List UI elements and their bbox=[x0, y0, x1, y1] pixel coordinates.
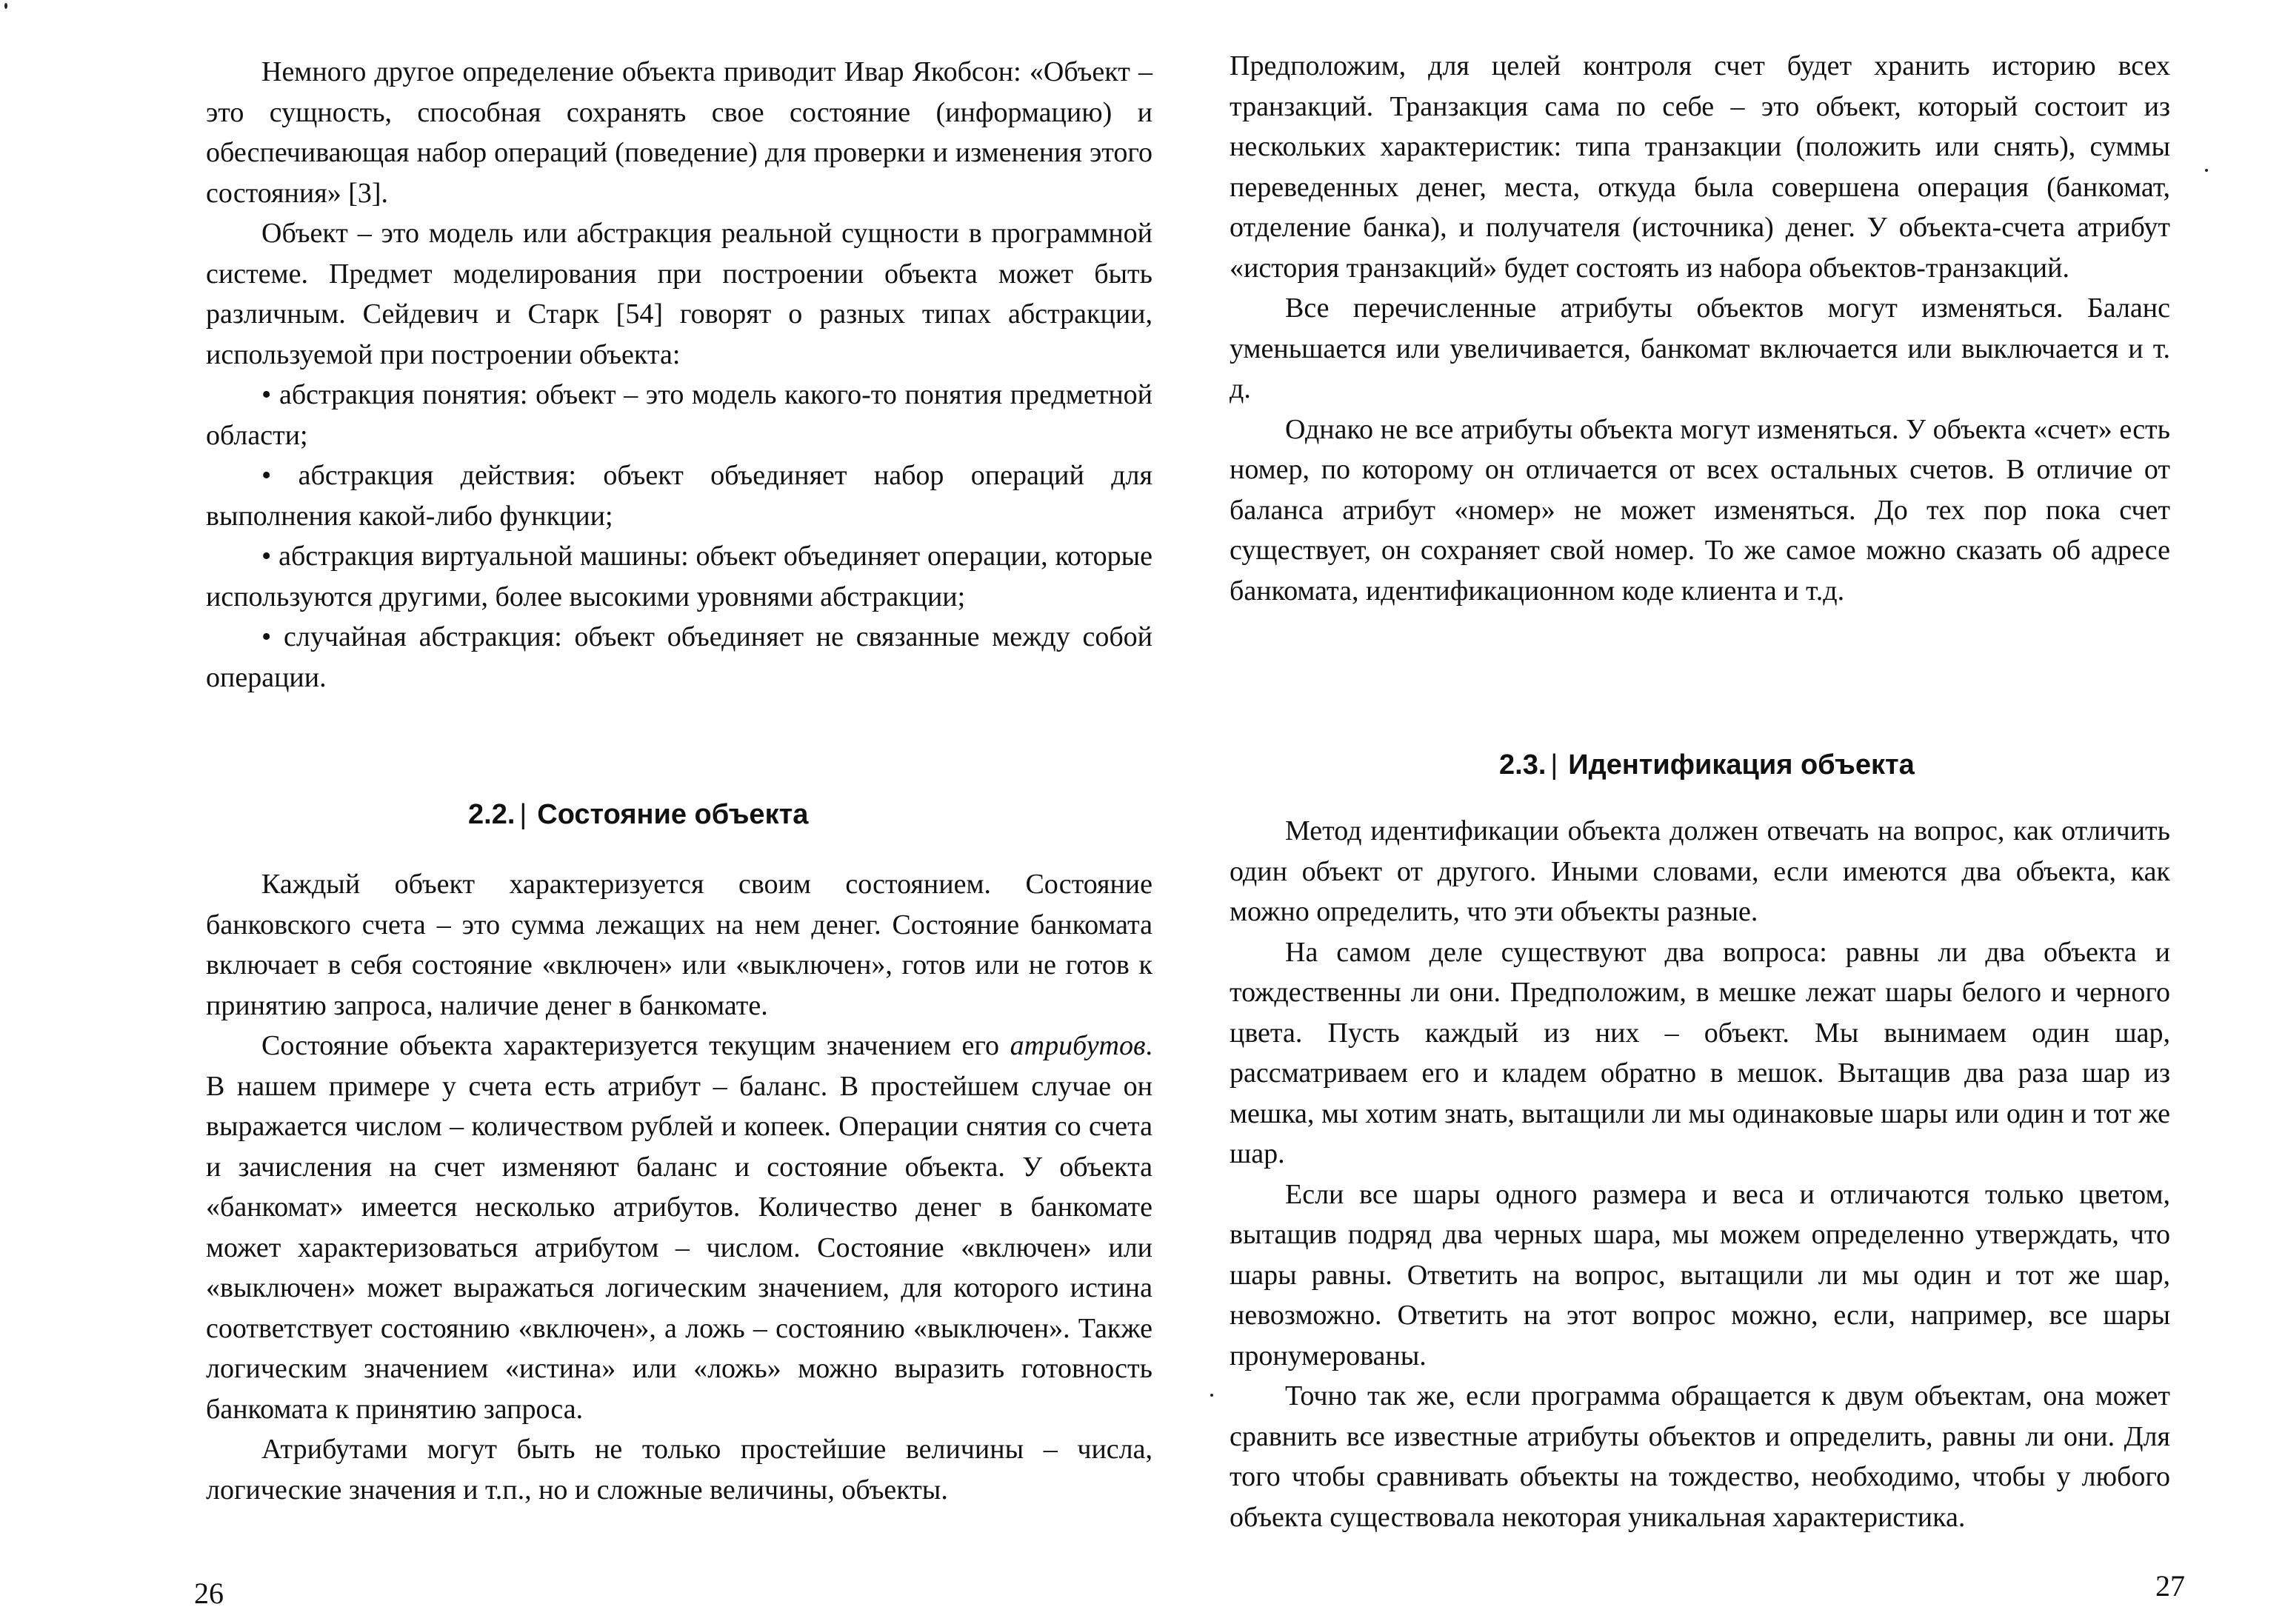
section-heading-2-3 bbox=[1499, 745, 1915, 785]
right-page bbox=[1142, 0, 2285, 1624]
state-attributes-text-start: Состояние объекта характеризуется текущим значением его bbox=[261, 1030, 1010, 1061]
scan-speck-mark bbox=[2205, 169, 2208, 172]
section-title: Состояние объекта bbox=[537, 799, 809, 830]
section-number: 2.2. bbox=[468, 799, 516, 830]
paragraph-transaction-history: Предположим, для целей контроля счет будет хранить историю всех транзакций. Транзакция сама по себе – это объект, который состоит из нескольких характеристик: типа транзакции (положить или снять), суммы переведенных денег, места, откуда была совершена операция (банкомат, отделение банка), и получателя (источника) денег. У объекта-счета атрибут «история транзакций» будет состоять из набора объектов-транзакций. bbox=[1230, 50, 2170, 284]
paragraph-balls-example: Если все шары одного размера и веса и отличаются только цветом, вытащив подряд два черных шара, мы можем определенно утверждать, что шары равны. Ответить на вопрос, вытащили ли мы один и тот же шар, невозможно. Ответить на этот вопрос можно, если, например, все шары пронумерованы. bbox=[1230, 1178, 2170, 1371]
paragraph-jacobson-definition: Немного другое определение объекта приводит Ивар Якобсон: «Объект – это сущность, способная сохранять свое состояние (информацию) и обеспечивающая набор операций (поведение) для проверки и изменения этого состояния» [3]. bbox=[206, 56, 1152, 209]
paragraph-unique-characteristic: Точно так же, если программа обращается к двум объектам, она может сравнить все известные атрибуты объектов и определить, равны ли они. Для того чтобы сравнивать объекты на тождество, необходимо, чтобы у любого объекта существовала некоторая уникальная характеристика. bbox=[1230, 1380, 2170, 1533]
paragraph-state-intro: Каждый объект характеризуется своим состоянием. Состояние банковского счета – это сумма лежащих на нем денег. Состояние банкомата включает в себя состояние «включен» или «выключен», готов или не готов к принятию запроса, наличие денег в банкомате. bbox=[206, 869, 1152, 1021]
state-attributes-text-end: . В нашем примере у счета есть атрибут – баланс. В простейшем случае он выражается числом – количеством рублей и копеек. Операции снятия со счета и зачисления на счет изменяют баланс и состояние объекта. У объекта «банкомат» имеется несколько атрибутов. Количество денег в банкомате может характеризоваться атрибутом – числом. Состояние «включен» или «выключен» может выражаться логическим значением, для которого истина соответствует состоянию «включен», а ложь – состоянию «выключен». Также логическим значением «истина» или «ложь» можно выразить готовность банкомата к принятию запроса. bbox=[206, 1030, 1152, 1425]
left-bottom-text-block bbox=[206, 864, 1152, 1510]
section-separator: | bbox=[1550, 749, 1558, 781]
bullet-concept-abstraction: • абстракция понятия: объект – это модель какого-то понятия предметной области; bbox=[206, 379, 1152, 451]
paragraph-immutable-attributes: Однако не все атрибуты объекта могут изменяться. У объекта «счет» есть номер, по которому он отличается от всех остальных счетов. В отличие от баланса атрибут «номер» не может изменяться. До тех пор пока счет существует, он сохраняет свой номер. То же самое можно сказать об адресе банкомата, идентификационном коде клиента и т.д. bbox=[1230, 413, 2170, 607]
paragraph-object-model: Объект – это модель или абстракция реальной сущности в программной системе. Предмет моделирования при построении объекта может быть различным. Сейдевич и Старк [54] говорят о разных типах абстракции, используемой при построении объекта: bbox=[206, 218, 1152, 370]
bullet-action-abstraction: • абстракция действия: объект объединяет набор операций для выполнения какой-либо функции; bbox=[206, 460, 1152, 532]
scan-speck-mark bbox=[4, 3, 7, 9]
section-separator: | bbox=[519, 799, 527, 830]
paragraph-state-attributes bbox=[206, 1026, 1152, 1429]
bullet-virtual-machine-abstraction: • абстракция виртуальной машины: объект объединяет операции, которые используются другими, более высокими уровнями абстракции; bbox=[206, 541, 1152, 612]
scan-speck-mark bbox=[1210, 1394, 1213, 1397]
page-number-right: 27 bbox=[2155, 1569, 2185, 1603]
right-bottom-text-block bbox=[1230, 811, 2170, 1537]
right-top-text-block bbox=[1230, 46, 2170, 611]
section-number: 2.3. bbox=[1499, 749, 1547, 781]
page-number-left: 26 bbox=[194, 1577, 224, 1610]
paragraph-complex-attributes: Атрибутами могут быть не только простейшие величины – числа, логические значения и т.п., но и сложные величины, объекты. bbox=[206, 1434, 1152, 1506]
section-title: Идентификация объекта bbox=[1568, 749, 1915, 781]
state-attributes-italic-term: атрибутов bbox=[1010, 1030, 1146, 1061]
paragraph-identification-method: Метод идентификации объекта должен отвечать на вопрос, как отличить один объект от другого. Иными словами, если имеются два объекта, как можно определить, что эти объекты разные. bbox=[1230, 815, 2170, 927]
left-top-text-block bbox=[206, 52, 1152, 698]
bullet-random-abstraction: • случайная абстракция: объект объединяет не связанные между собой операции. bbox=[206, 621, 1152, 693]
paragraph-two-questions: На самом деле существуют два вопроса: равны ли два объекта и тождественны ли они. Предположим, в мешке лежат шары белого и черного цвета. Пусть каждый из них – объект. Мы вынимаем один шар, рассматриваем его и кладем обратно в мешок. Вытащив два раза шар из мешка, мы хотим знать, вытащили ли мы одинаковые шары или один и тот же шар. bbox=[1230, 936, 2170, 1169]
paragraph-attributes-change: Все перечисленные атрибуты объектов могут изменяться. Баланс уменьшается или увеличивается, банкомат включается или выключается и т. д. bbox=[1230, 293, 2170, 404]
section-heading-2-2 bbox=[468, 795, 808, 835]
